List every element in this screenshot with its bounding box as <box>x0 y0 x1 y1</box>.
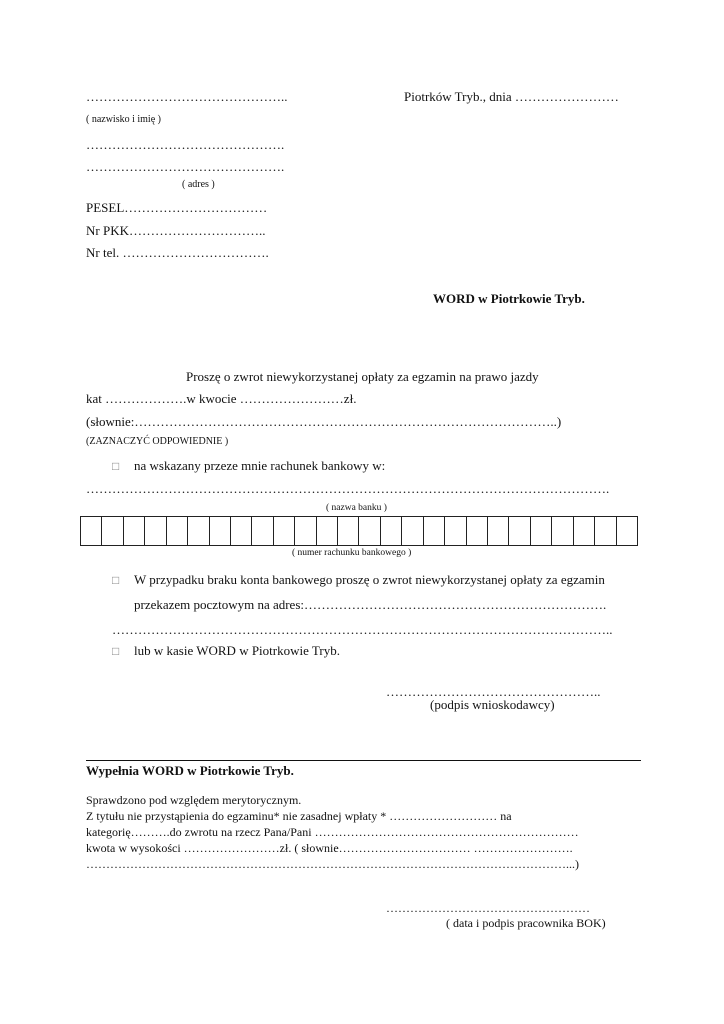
address-line-2[interactable]: ………………………………………. <box>86 159 285 174</box>
account-digit-cell[interactable] <box>359 517 380 545</box>
request-line-3[interactable]: (słownie:……………………………………………………………………………………..) <box>86 414 562 429</box>
account-digit-cell[interactable] <box>338 517 359 545</box>
office-line-1: Sprawdzono pod względem merytorycznym. <box>86 793 302 807</box>
account-digit-cell[interactable] <box>445 517 466 545</box>
name-field-dots[interactable]: ……………………………………….. <box>86 89 288 104</box>
phone-field[interactable]: Nr tel. ……………………………. <box>86 245 269 260</box>
account-digit-cell[interactable] <box>381 517 402 545</box>
applicant-signature-dots[interactable]: ………………………………………….. <box>386 684 601 699</box>
account-digit-cell[interactable] <box>145 517 166 545</box>
place-date-field[interactable]: Piotrków Tryb., dnia …………………… <box>404 89 619 104</box>
account-digit-cell[interactable] <box>531 517 552 545</box>
account-digit-cell[interactable] <box>124 517 145 545</box>
pkk-field[interactable]: Nr PKK………………………….. <box>86 223 266 238</box>
request-line-1: Proszę o zwrot niewykorzystanej opłaty za egzamin na prawo jazdy <box>186 369 539 384</box>
bank-option-label: na wskazany przeze mnie rachunek bankowy w: <box>134 458 386 473</box>
account-digit-cell[interactable] <box>488 517 509 545</box>
bank-name-label: ( nazwa banku ) <box>326 503 387 513</box>
transfer-address-line-2[interactable]: …………………………………………………………………………………………………….. <box>112 622 613 637</box>
office-line-4[interactable]: kwota w wysokości ……………………zł. ( słownie…………………………… ……………………. <box>86 841 573 855</box>
account-digit-cell[interactable] <box>617 517 638 545</box>
request-line-2[interactable]: kat ……………….w kwocie ……………………zł. <box>86 391 357 406</box>
office-line-2[interactable]: Z tytułu nie przystąpienia do egzaminu* nie zasadnej wpłaty * ……………………… na <box>86 809 512 823</box>
instruction-text: (ZAZNACZYĆ ODPOWIEDNIE ) <box>86 436 229 447</box>
transfer-option-checkbox[interactable]: □ <box>112 573 120 587</box>
section-divider <box>86 760 641 761</box>
account-digit-cell[interactable] <box>424 517 445 545</box>
account-digit-cell[interactable] <box>295 517 316 545</box>
cash-option-label: lub w kasie WORD w Piotrkowie Tryb. <box>134 643 340 658</box>
account-number-label: ( numer rachunku bankowego ) <box>292 548 412 558</box>
account-digit-cell[interactable] <box>552 517 573 545</box>
account-digit-cell[interactable] <box>188 517 209 545</box>
account-digit-cell[interactable] <box>167 517 188 545</box>
account-number-grid[interactable] <box>80 516 638 546</box>
office-line-3[interactable]: kategorię……….do zwrotu na rzecz Pana/Pani ………………………………………………………… <box>86 825 579 839</box>
recipient-heading: WORD w Piotrkowie Tryb. <box>433 291 585 306</box>
account-digit-cell[interactable] <box>252 517 273 545</box>
address-line-1[interactable]: ………………………………………. <box>86 137 285 152</box>
transfer-address-field[interactable]: przekazem pocztowym na adres:……………………………………………………………. <box>134 597 607 612</box>
account-digit-cell[interactable] <box>402 517 423 545</box>
account-digit-cell[interactable] <box>574 517 595 545</box>
employee-signature-dots[interactable]: …………………………………………… <box>386 901 590 915</box>
bank-name-dots[interactable]: …………………………………………………………………………………………………………. <box>86 481 610 496</box>
account-digit-cell[interactable] <box>274 517 295 545</box>
address-label: ( adres ) <box>182 179 215 190</box>
pesel-field[interactable]: PESEL…………………………… <box>86 200 268 215</box>
bank-option-checkbox[interactable]: □ <box>112 459 120 473</box>
account-digit-cell[interactable] <box>81 517 102 545</box>
account-digit-cell[interactable] <box>317 517 338 545</box>
account-digit-cell[interactable] <box>102 517 123 545</box>
transfer-option-line-1: W przypadku braku konta bankowego proszę o zwrot niewykorzystanej opłaty za egzamin <box>134 572 605 587</box>
office-line-5[interactable]: …………………………………………………………………………………………………………...) <box>86 857 579 871</box>
name-label: ( nazwisko i imię ) <box>86 114 161 125</box>
employee-signature-label: ( data i podpis pracownika BOK) <box>446 916 606 930</box>
office-heading: Wypełnia WORD w Piotrkowie Tryb. <box>86 763 294 778</box>
account-digit-cell[interactable] <box>231 517 252 545</box>
account-digit-cell[interactable] <box>595 517 616 545</box>
account-digit-cell[interactable] <box>210 517 231 545</box>
cash-option-checkbox[interactable]: □ <box>112 644 120 658</box>
account-digit-cell[interactable] <box>467 517 488 545</box>
applicant-signature-label: (podpis wnioskodawcy) <box>430 697 555 712</box>
account-digit-cell[interactable] <box>509 517 530 545</box>
